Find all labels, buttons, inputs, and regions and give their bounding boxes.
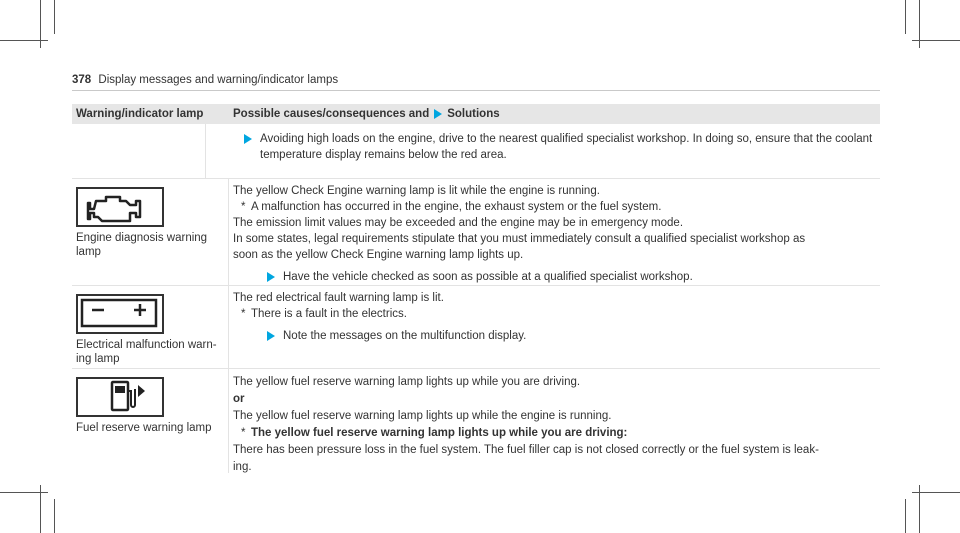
lamp-label-line: Engine diagnosis warning	[76, 232, 208, 244]
intro-text: The yellow fuel reserve warning lamp lights up while you are driving.	[233, 376, 581, 388]
solution-item	[234, 131, 880, 163]
row-causes-cell	[229, 369, 880, 473]
crop-mark	[905, 499, 906, 533]
row-causes-cell	[229, 179, 880, 285]
solution-text: Note the messages on the multifunction display.	[283, 330, 527, 342]
table-row	[72, 286, 880, 369]
cause-item: * The yellow fuel reserve warning lamp lights up while you are driving:	[241, 425, 880, 442]
solution-text: Have the vehicle checked as soon as possible at a qualified specialist workshop.	[283, 271, 693, 283]
crop-mark	[905, 0, 906, 34]
lamp-label	[76, 338, 224, 366]
lamp-label-line: Fuel reserve warning lamp	[76, 422, 212, 434]
detail-text: In some states, legal requirements stipulate that you must immediately consult a qualified specialist workshop as soon as the yellow Check Engine warning lamp lights up.	[233, 233, 806, 261]
crop-mark	[54, 499, 55, 533]
cause-text: A malfunction has occurred in the engine, the exhaust system or the fuel system.	[251, 201, 662, 213]
engine-icon	[78, 189, 162, 225]
battery-icon-box	[76, 294, 164, 334]
row-lamp-cell	[72, 179, 229, 285]
intro-text: The red electrical fault warning lamp is lit.	[233, 292, 444, 304]
intro-text: The yellow Check Engine warning lamp is lit while the engine is running.	[233, 185, 600, 197]
engine-icon-box	[76, 187, 164, 227]
row-lamp-cell	[72, 286, 229, 368]
row-lamp-cell	[72, 369, 229, 473]
col-header-causes	[229, 108, 880, 120]
crop-mark	[0, 492, 48, 493]
header-rule	[72, 90, 880, 91]
fuel-pump-icon	[78, 379, 162, 415]
table-row	[72, 179, 880, 286]
detail-text: There has been pressure loss in the fuel system. The fuel filler cap is not closed correctly or the fuel system is leak-	[233, 444, 819, 456]
col-header-causes-text: Possible causes/consequences and	[233, 108, 430, 120]
solution-text: Avoiding high loads on the engine, drive to the nearest qualified specialist workshop. In doing so, ensure that the coolant temperature display remains below the red area.	[260, 133, 873, 161]
cause-text: The yellow fuel reserve warning lamp lights up while you are driving:	[251, 427, 628, 439]
lamp-label-line: lamp	[76, 246, 101, 258]
fuel-pump-icon-box	[76, 377, 164, 417]
page-title: Display messages and warning/indicator lamps	[98, 74, 339, 86]
warning-lamp-table	[72, 104, 880, 473]
battery-icon	[78, 296, 162, 332]
lamp-label	[76, 421, 224, 435]
detail-text: ing.	[233, 461, 252, 473]
table-header	[72, 104, 880, 124]
col-header-solutions-text: Solutions	[447, 108, 500, 120]
arrow-right-icon	[434, 109, 442, 119]
arrow-right-icon	[244, 134, 252, 144]
arrow-right-icon	[267, 331, 275, 341]
row-causes-cell	[206, 124, 880, 178]
solution-item	[257, 269, 880, 285]
cause-item: * A malfunction has occurred in the engine, the exhaust system or the fuel system.	[241, 201, 662, 213]
lamp-label-line: Electrical malfunction warn-	[76, 339, 217, 351]
crop-mark	[54, 0, 55, 34]
table-row	[72, 369, 880, 473]
lamp-label-line: ing lamp	[76, 353, 120, 365]
cause-text: There is a fault in the electrics.	[251, 308, 407, 320]
crop-mark	[0, 40, 48, 41]
col-header-lamp: Warning/indicator lamp	[76, 108, 204, 120]
lamp-label	[76, 231, 224, 259]
crop-mark	[912, 492, 960, 493]
row-causes-cell	[229, 286, 880, 368]
cause-item: * There is a fault in the electrics.	[241, 308, 407, 320]
intro-text: The yellow fuel reserve warning lamp lights up while the engine is running.	[233, 410, 612, 422]
or-text: or	[233, 393, 245, 405]
crop-mark	[912, 40, 960, 41]
page-number: 378	[72, 74, 92, 86]
solution-item	[257, 328, 880, 344]
table-row	[72, 124, 880, 179]
arrow-right-icon	[267, 272, 275, 282]
row-lamp-cell	[72, 124, 206, 178]
page-header	[72, 74, 338, 86]
detail-text: The emission limit values may be exceeded and the engine may be in emergency mode.	[233, 217, 684, 229]
